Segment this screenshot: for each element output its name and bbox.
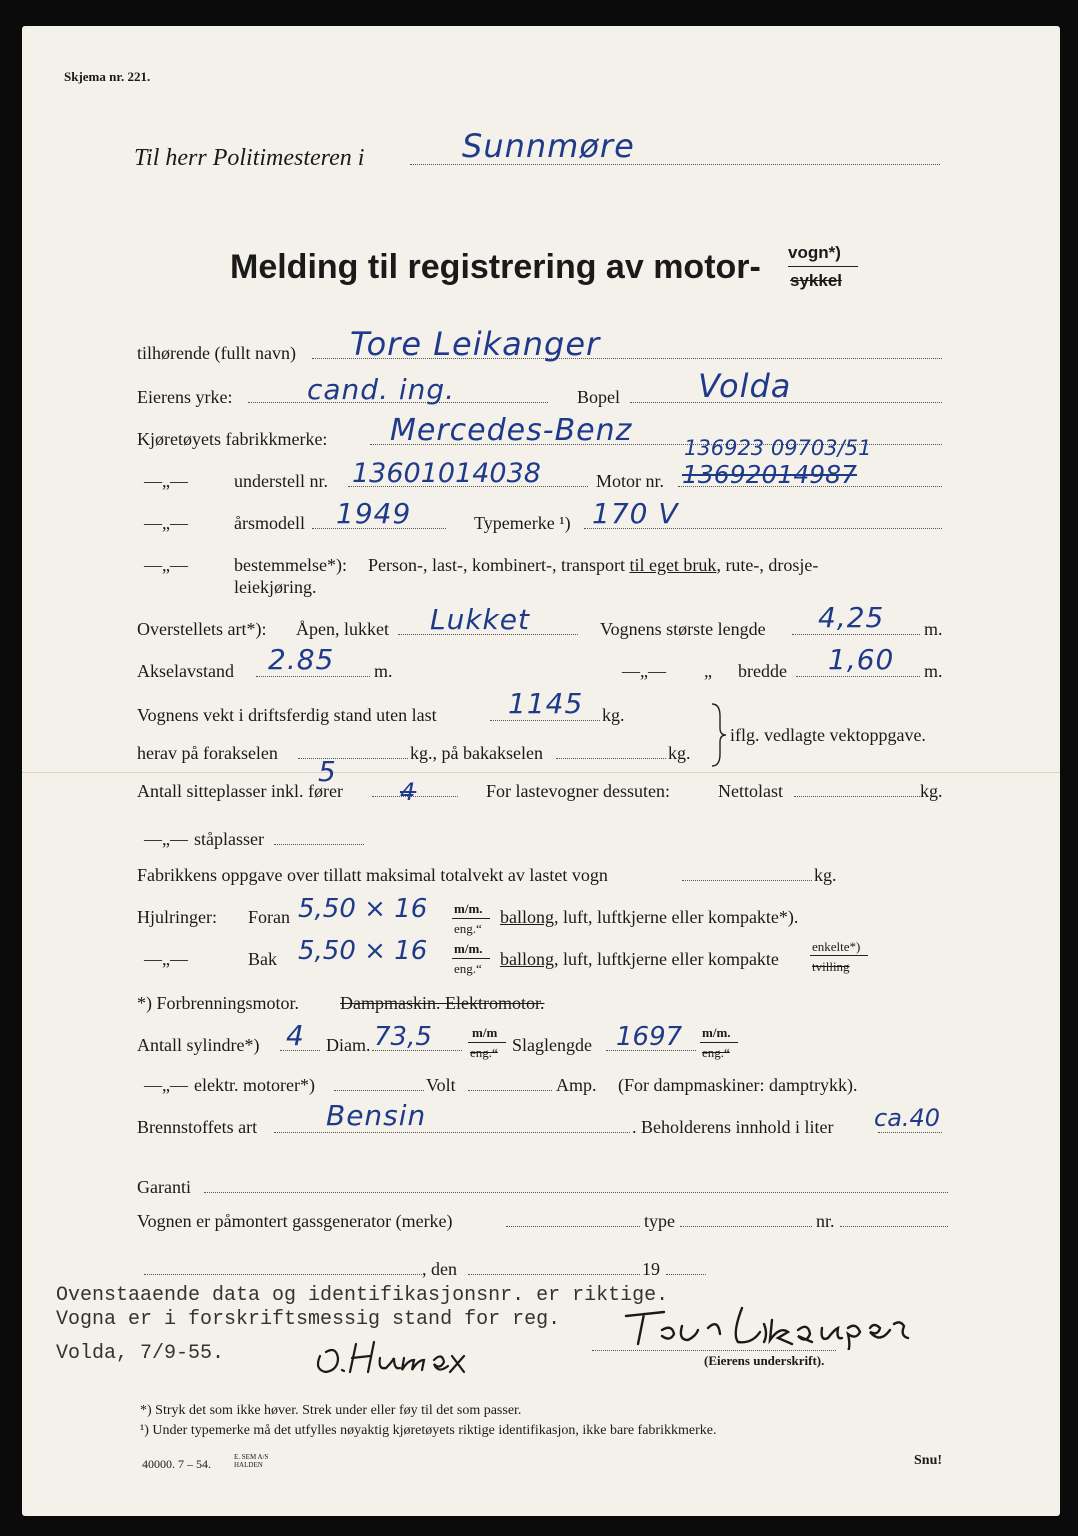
length-unit: m. (924, 619, 943, 639)
volt-label: Volt (426, 1075, 456, 1095)
tyre-unit-eng: eng.“ (454, 921, 482, 936)
length-label: Vognens største lengde (600, 619, 766, 639)
front-axle-label: herav på forakselen (137, 743, 278, 763)
max-weight-unit: kg. (814, 865, 837, 885)
seats-struck: 4 (400, 778, 417, 806)
rear-tyre-desc: ballong, luft, luftkjerne eller kompakte (500, 949, 779, 969)
length-value: 4,25 (818, 601, 885, 634)
year-value: 1949 (336, 497, 412, 530)
purpose-label: bestemmelse*): (234, 555, 347, 575)
schema-number: Skjema nr. 221. (64, 69, 151, 84)
date-year-label: 19 (642, 1259, 660, 1279)
steam-note: (For dampmaskiner: damptrykk). (618, 1075, 858, 1095)
year-label: årsmodell (234, 513, 305, 533)
cylinders-value: 4 (286, 1019, 305, 1052)
axle-unit: m. (374, 661, 393, 681)
motor-number-new: 136923 09703/51 (684, 436, 872, 460)
front-tyre-value: 5,50 × 16 (298, 894, 428, 924)
axle-value: 2.85 (268, 643, 335, 676)
gas-no-label: nr. (816, 1211, 835, 1231)
standing-label: ståplasser (194, 829, 264, 849)
rear-axle-unit: kg. (668, 743, 691, 763)
diam-unit-eng: eng.“ (470, 1045, 498, 1060)
cylinders-label: Antall sylindre*) (137, 1035, 260, 1055)
width-value: 1,60 (828, 643, 895, 676)
amp-label: Amp. (556, 1075, 597, 1095)
chassis-label: understell nr. (234, 471, 328, 491)
type-value: 170 V (592, 497, 679, 530)
ditto-mark: —„— (144, 471, 188, 491)
body-label: Overstellets art*): (137, 619, 267, 639)
turn-over-note: Snu! (914, 1453, 943, 1468)
title-sykkel: sykkel (790, 271, 842, 290)
motor-value-struck: 13692014987 (682, 460, 857, 489)
tyres-label: Hjulringer: (137, 907, 217, 927)
warranty-label: Garanti (137, 1177, 191, 1197)
ditto-mark: —„— (144, 1075, 188, 1095)
ditto-mark: —„— (144, 513, 188, 533)
weight-note: iflg. vedlagte vektoppgave. (730, 725, 926, 745)
rear-tyre-value: 5,50 × 16 (298, 936, 428, 966)
owner-signature (612, 1304, 912, 1350)
seats-label: Antall sitteplasser inkl. fører (137, 781, 343, 801)
officer-signature (312, 1336, 482, 1376)
date-den-label: , den (422, 1259, 457, 1279)
brace-icon (708, 702, 728, 768)
netload-unit: kg. (920, 781, 943, 801)
stroke-unit-eng: eng.“ (702, 1045, 730, 1060)
netload-label: Nettolast (718, 781, 783, 801)
diam-value: 73,5 (374, 1022, 432, 1052)
stroke-unit-mm: m/m. (702, 1025, 731, 1040)
gas-type-label: type (644, 1211, 675, 1231)
print-info: 40000. 7 – 54. (142, 1457, 211, 1471)
elmotor-label: elektr. motorer*) (194, 1075, 315, 1095)
addressee-label: Til herr Politimesteren i (134, 145, 365, 171)
residence-value: Volda (698, 367, 792, 405)
make-label: Kjøretøyets fabrikkmerke: (137, 429, 328, 449)
engine-struck: Dampmaskin. Elektromotor. (340, 993, 545, 1013)
make-value: Mercedes-Benz (390, 413, 633, 448)
diam-unit-mm: m/m (472, 1025, 498, 1040)
tyre-unit-mm: m/m. (454, 901, 483, 916)
front-tyre-desc: ballong, luft, luftkjerne eller kompakte*). (500, 907, 799, 927)
tank-value: ca.40 (874, 1104, 941, 1132)
chassis-value: 13601014038 (352, 458, 541, 489)
form-title: Melding til registrering av motor- (230, 248, 761, 286)
body-options: Åpen, lukket (296, 619, 389, 639)
verification-line-3: Volda, 7/9-55. (56, 1342, 225, 1365)
title-vogn: vogn*) (788, 243, 841, 262)
owner-signature-label: (Eierens underskrift). (704, 1353, 825, 1368)
ditto-mark: —„— (144, 555, 188, 575)
engine-label: *) Forbrenningsmotor. (137, 993, 299, 1013)
fold-line (22, 772, 1060, 773)
seats-value: 5 (318, 755, 337, 788)
type-label: Typemerke ¹) (474, 513, 571, 533)
purpose-text-cont: leiekjøring. (234, 577, 317, 597)
cargo-label: For lastevogner dessuten: (486, 781, 670, 801)
occupation-label: Eierens yrke: (137, 387, 233, 407)
front-label: Foran (248, 907, 290, 927)
verification-line-2: Vogna er i forskriftsmessig stand for reg. (56, 1308, 561, 1331)
body-value: Lukket (430, 603, 530, 636)
max-weight-label: Fabrikkens oppgave over tillatt maksimal totalvekt av lastet vogn (137, 865, 608, 885)
ditto-mark: —„— (144, 829, 188, 849)
owner-label: tilhørende (fullt navn) (137, 343, 296, 363)
printer-name: E. SEM A/S HALDEN (234, 1453, 269, 1469)
stroke-label: Slaglengde (512, 1035, 592, 1055)
footnote-1: *) Stryk det som ikke høver. Strek under eller føy til det som passer. (140, 1403, 522, 1418)
residence-label: Bopel (577, 387, 620, 407)
gas-label: Vognen er påmontert gassgenerator (merke) (137, 1211, 453, 1231)
form-paper (22, 26, 1060, 1516)
addressee-value: Sunnmøre (462, 127, 635, 165)
ditto-mark: —„— (622, 661, 666, 681)
width-label: bredde (738, 661, 787, 681)
weight-value: 1145 (508, 687, 584, 720)
verification-line-1: Ovenstaaende data og identifikasjonsnr. er riktige. (56, 1284, 669, 1307)
ditto-quote: „ (704, 661, 712, 681)
axle-label: Akselavstand (137, 661, 234, 681)
tyre-tvilling: tvilling (812, 959, 850, 974)
stroke-value: 1697 (616, 1022, 683, 1052)
tyre-unit-mm: m/m. (454, 941, 483, 956)
diam-label: Diam. (326, 1035, 371, 1055)
footnote-2: ¹) Under typemerke må det utfylles nøyaktig kjøretøyets riktige identifikasjon, ikke bare fabrikkmerke. (140, 1423, 717, 1438)
fuel-value: Bensin (326, 1099, 427, 1132)
rear-label: Bak (248, 949, 277, 969)
width-unit: m. (924, 661, 943, 681)
rear-axle-label: kg., på bakakselen (410, 743, 543, 763)
tank-label: . Beholderens innhold i liter (632, 1117, 834, 1137)
purpose-text: Person-, last-, kombinert-, transport til eget bruk, rute-, drosje- (368, 555, 819, 575)
weight-label: Vognens vekt i driftsferdig stand uten last (137, 705, 437, 725)
fuel-label: Brennstoffets art (137, 1117, 258, 1137)
weight-unit: kg. (602, 705, 625, 725)
tyre-unit-eng: eng.“ (454, 961, 482, 976)
ditto-mark: —„— (144, 949, 188, 969)
tyre-enkelte: enkelte*) (812, 939, 861, 954)
motor-label: Motor nr. (596, 471, 665, 491)
occupation-value: cand. ing. (307, 373, 456, 406)
owner-value: Tore Leikanger (350, 325, 601, 363)
